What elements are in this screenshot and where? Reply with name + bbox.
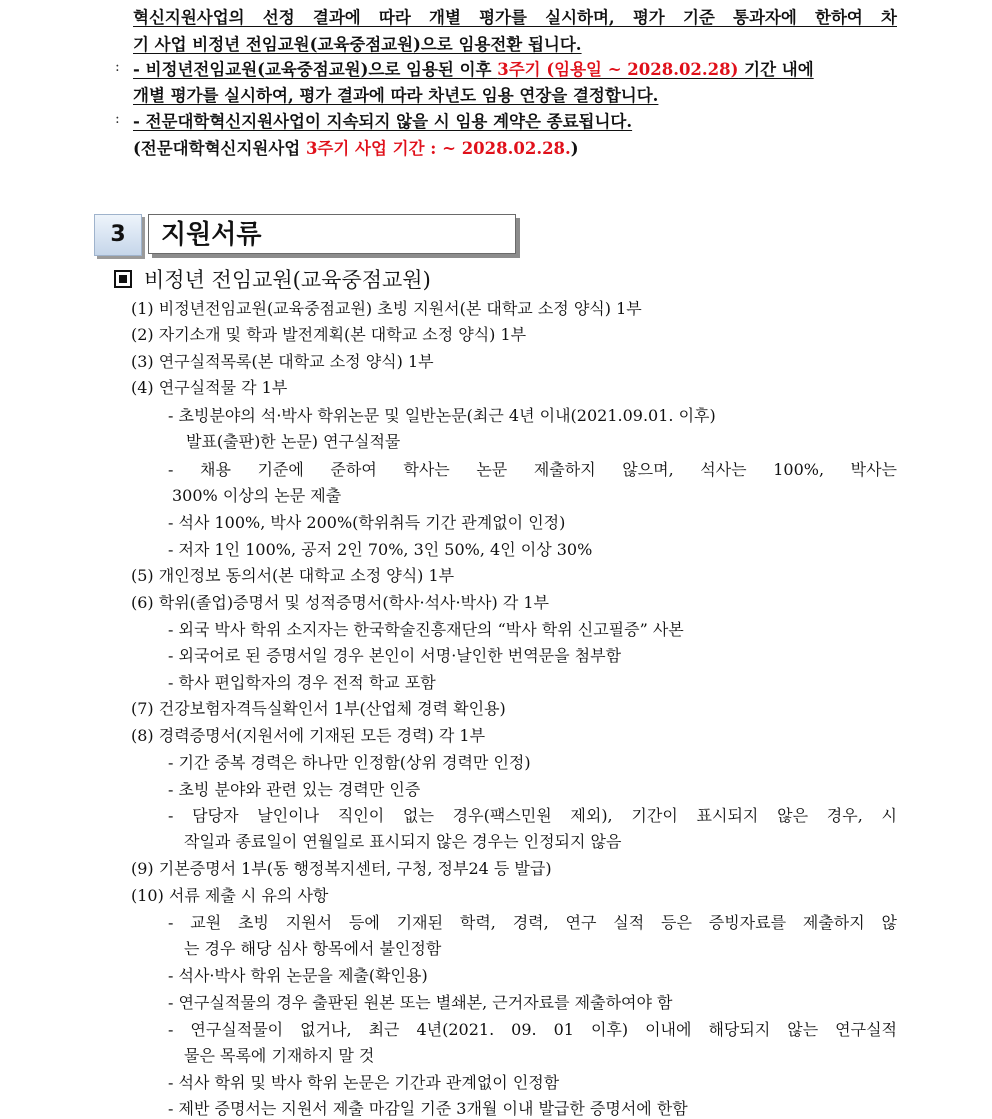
sub-item: - 초빙 분야와 관련 있는 경력만 인증: [168, 780, 421, 799]
sub-item: - 연구실적물의 경우 출판된 원본 또는 별쇄본, 근거자료를 제출하여야 함: [168, 993, 673, 1012]
notice-line-4: 개별 평가를 실시하여, 평가 결과에 따라 차년도 임용 연장을 결정합니다.: [133, 86, 659, 105]
sub-item-continued: 는 경우 해당 심사 항목에서 불인정함: [184, 939, 442, 958]
list-item: (3) 연구실적목록(본 대학교 소정 양식) 1부: [131, 352, 434, 371]
list-item: (1) 비정년전임교원(교육중점교원) 초빙 지원서(본 대학교 소정 양식) 1부: [131, 299, 642, 318]
sub-item: - 외국 박사 학위 소지자는 한국학술진흥재단의 “박사 학위 신고필증” 사본: [168, 620, 684, 639]
notice-period-highlight: 3주기 사업 기간 : ~ 2028.02.28.: [305, 139, 571, 158]
sub-item: - 제반 증명서는 지원서 제출 마감일 기준 3개월 이내 발급한 증명서에 한함: [168, 1099, 688, 1118]
edit-marker: :: [115, 59, 120, 75]
notice-line-3-text: - 비정년전임교원(교육중점교원)으로 임용된 이후: [133, 60, 498, 79]
sub-item: - 기간 중복 경력은 하나만 인정함(상위 경력만 인정): [168, 753, 531, 772]
subsection-title-text: 비정년 전임교원(교육중점교원): [144, 268, 431, 292]
section-title: 지원서류: [148, 214, 516, 254]
list-item: (4) 연구실적물 각 1부: [131, 378, 288, 397]
list-item: (9) 기본증명서 1부(동 행정복지센터, 구청, 정부24 등 발급): [131, 859, 552, 878]
sub-item: - 외국어로 된 증명서일 경우 본인이 서명·날인한 번역문을 첨부함: [168, 646, 622, 665]
sub-item: - 연구실적물이 없거나, 최근 4년(2021. 09. 01 이후) 이내에 해당되지 않는 연구실적: [168, 1020, 897, 1039]
notice-line-2: 기 사업 비정년 전임교원(교육중점교원)으로 임용전환 됩니다.: [133, 35, 582, 54]
sub-item-continued: 발표(출판)한 논문) 연구실적물: [186, 432, 401, 451]
list-item: (8) 경력증명서(지원서에 기재된 모든 경력) 각 1부: [131, 726, 486, 745]
sub-item-continued: 물은 목록에 기재하지 말 것: [184, 1046, 375, 1065]
filled-square-icon: [114, 270, 132, 288]
sub-item: - 채용 기준에 준하여 학사는 논문 제출하지 않으며, 석사는 100%, 박사는: [168, 460, 897, 479]
notice-line-5: - 전문대학혁신지원사업이 지속되지 않을 시 임용 계약은 종료됩니다.: [133, 112, 633, 131]
list-item: (5) 개인정보 동의서(본 대학교 소정 양식) 1부: [131, 566, 455, 585]
notice-line-3: [133, 56, 897, 80]
sub-item: - 석사·박사 학위 논문을 제출(확인용): [168, 966, 428, 985]
notice-line-6: [133, 135, 579, 159]
notice-line-6-tail: ): [570, 139, 579, 158]
section-header: [94, 214, 522, 260]
sub-item: - 교원 초빙 지원서 등에 기재된 학력, 경력, 연구 실적 등은 증빙자료를 제출하지 않: [168, 913, 897, 932]
sub-item-continued: 300% 이상의 논문 제출: [172, 486, 342, 505]
edit-marker: :: [115, 111, 120, 127]
subsection-title: [114, 264, 431, 294]
sub-item: - 석사 학위 및 박사 학위 논문은 기간과 관계없이 인정함: [168, 1073, 560, 1092]
sub-item: - 학사 편입학자의 경우 전적 학교 포함: [168, 673, 436, 692]
sub-item-continued: 작일과 종료일이 연월일로 표시되지 않은 경우는 인정되지 않음: [184, 832, 622, 851]
list-item: (10) 서류 제출 시 유의 사항: [131, 886, 329, 905]
notice-line-1: 혁신지원사업의 선정 결과에 따라 개별 평가를 실시하며, 평가 기준 통과자에 한하여 차: [133, 8, 897, 27]
sub-item: - 석사 100%, 박사 200%(학위취득 기간 관계없이 인정): [168, 513, 566, 532]
section-number: 3: [94, 214, 142, 256]
notice-line-3-tail: 기간 내에: [738, 60, 814, 79]
notice-line-6-text: (전문대학혁신지원사업: [133, 139, 306, 158]
notice-period-highlight: 3주기 (임용일 ~ 2028.02.28): [497, 60, 739, 79]
sub-item: - 초빙분야의 석·박사 학위논문 및 일반논문(최근 4년 이내(2021.09.01. 이후): [168, 406, 716, 425]
list-item: (7) 건강보험자격득실확인서 1부(산업체 경력 확인용): [131, 699, 506, 718]
list-item: (6) 학위(졸업)증명서 및 성적증명서(학사·석사·박사) 각 1부: [131, 593, 549, 612]
sub-item: - 저자 1인 100%, 공저 2인 70%, 3인 50%, 4인 이상 30%: [168, 540, 593, 559]
sub-item: - 담당자 날인이나 직인이 없는 경우(팩스민원 제외), 기간이 표시되지 않은 경우, 시: [168, 806, 897, 825]
list-item: (2) 자기소개 및 학과 발전계획(본 대학교 소정 양식) 1부: [131, 325, 527, 344]
